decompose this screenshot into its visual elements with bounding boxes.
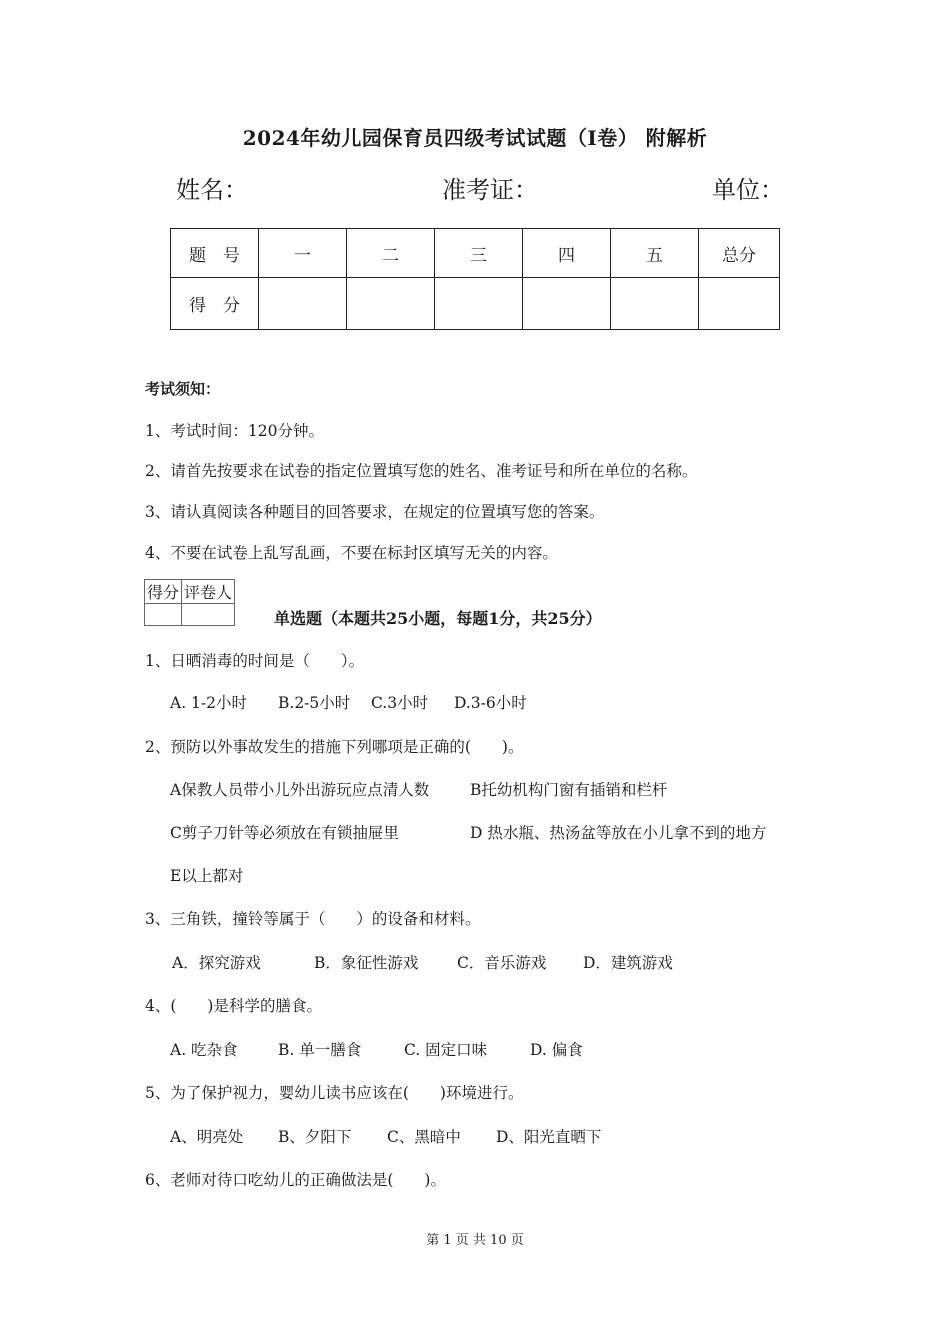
question-option: B、夕阳下 — [278, 1128, 352, 1146]
score-table-header: 二 — [347, 229, 435, 278]
question-option: B. 单一膳食 — [278, 1041, 362, 1059]
unit-field-label: 单位： — [712, 176, 784, 204]
question-option: C．音乐游戏 — [457, 954, 547, 972]
exam-title: 2024年幼儿园保育员四级考试试题（I卷） 附解析 — [242, 126, 708, 150]
notice-heading: 考试须知： — [145, 380, 221, 398]
score-table-header: 题 号 — [171, 229, 259, 278]
question-option: C、黑暗中 — [387, 1128, 461, 1146]
question-option: D．建筑游戏 — [583, 954, 673, 972]
question-option: B.2-5小时 — [278, 694, 351, 712]
question-option: A. 1-2小时 — [170, 694, 248, 712]
question-stem: 1、日晒消毒的时间是（ ）。 — [145, 652, 365, 670]
question-option: C. 固定口味 — [404, 1041, 488, 1059]
score-cell — [435, 278, 523, 330]
question-option: D. 偏食 — [530, 1041, 583, 1059]
question-stem: 6、老师对待口吃幼儿的正确做法是( )。 — [145, 1171, 446, 1189]
question-stem: 2、预防以外事故发生的措施下列哪项是正确的( )。 — [145, 738, 524, 756]
grader-score-label: 得分 — [145, 580, 182, 604]
question-option: C剪子刀针等必须放在有锁抽屉里 — [170, 824, 399, 842]
score-cell — [347, 278, 435, 330]
question-option: D.3-6小时 — [454, 694, 527, 712]
question-option: D、阳光直晒下 — [496, 1128, 602, 1146]
question-option: A．探究游戏 — [172, 954, 261, 972]
score-table-header: 三 — [435, 229, 523, 278]
question-stem: 5、为了保护视力，婴幼儿读书应该在( )环境进行。 — [145, 1084, 524, 1102]
question-option: A保教人员带小儿外出游玩应点清人数 — [170, 781, 430, 799]
score-table-header: 一 — [259, 229, 347, 278]
question-stem: 4、( )是科学的膳食。 — [145, 997, 322, 1015]
score-table-header-row — [171, 229, 780, 278]
score-table — [170, 228, 780, 330]
question-option: C.3小时 — [371, 694, 429, 712]
notice-item: 3、请认真阅读各种题目的回答要求，在规定的位置填写您的答案。 — [145, 503, 605, 521]
score-cell — [699, 278, 780, 330]
notice-item: 1、考试时间：120分钟。 — [145, 422, 324, 440]
score-table-header: 五 — [611, 229, 699, 278]
grader-score-cell — [145, 604, 182, 626]
question-option: B托幼机构门窗有插销和栏杆 — [470, 781, 668, 799]
page-footer: 第 1 页 共 10 页 — [426, 1233, 524, 1248]
question-option: A. 吃杂食 — [170, 1041, 238, 1059]
exam-id-field-label: 准考证： — [442, 176, 538, 204]
question-stem: 3、三角铁，撞铃等属于（ ）的设备和材料。 — [145, 910, 481, 928]
question-option: D 热水瓶、热汤盆等放在小儿拿不到的地方 — [470, 824, 767, 842]
score-table-score-row — [171, 278, 780, 330]
question-option: E以上都对 — [170, 867, 244, 885]
question-option: A、明亮处 — [170, 1128, 244, 1146]
score-row-label: 得 分 — [171, 278, 259, 330]
score-cell — [611, 278, 699, 330]
grader-box — [144, 579, 235, 626]
question-option: B．象征性游戏 — [314, 954, 419, 972]
score-cell — [523, 278, 611, 330]
notice-item: 4、不要在试卷上乱写乱画，不要在标封区填写无关的内容。 — [145, 544, 558, 562]
name-field-label: 姓名： — [176, 176, 248, 204]
grader-reviewer-cell — [182, 604, 235, 626]
score-table-header: 四 — [523, 229, 611, 278]
score-table-header: 总分 — [699, 229, 780, 278]
section-title: 单选题（本题共25小题，每题1分，共25分） — [274, 609, 602, 628]
grader-reviewer-label: 评卷人 — [182, 580, 235, 604]
score-cell — [259, 278, 347, 330]
notice-item: 2、请首先按要求在试卷的指定位置填写您的姓名、准考证号和所在单位的名称。 — [145, 462, 698, 480]
